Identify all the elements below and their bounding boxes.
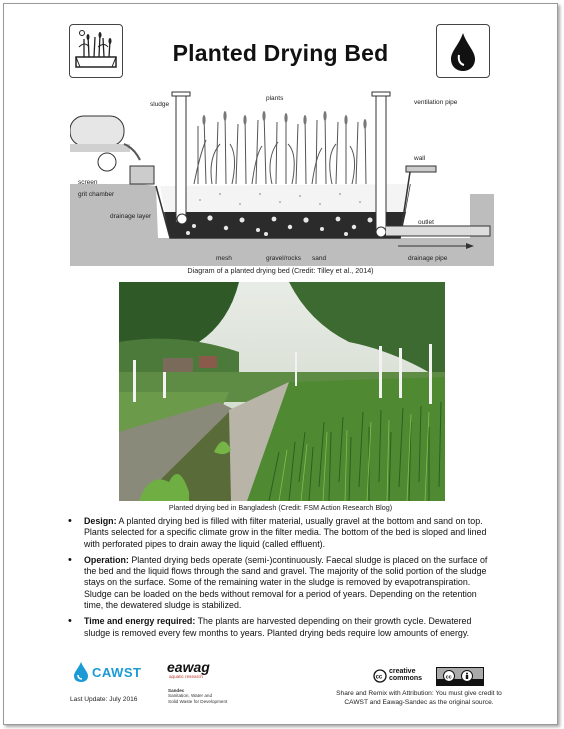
bullet-heading: Time and energy required: xyxy=(84,616,196,627)
photo-caption: Planted drying bed in Bangladesh (Credit: FSM Action Research Blog) xyxy=(168,503,393,512)
cawst-logo xyxy=(72,661,152,683)
label-grit-chamber: grit chamber xyxy=(78,191,115,198)
cc-text-1: creative xyxy=(389,668,416,675)
bullet-heading: Design: xyxy=(84,516,117,526)
bullet-heading: Operation: xyxy=(84,554,129,565)
label-mesh: mesh xyxy=(216,255,232,262)
diagram-caption: Diagram of a planted drying bed (Credit: Tilley et al., 2014) xyxy=(187,266,374,275)
label-sludge: sludge xyxy=(150,101,170,108)
list-item xyxy=(62,616,498,639)
sandec-line: Sanitation, Water and xyxy=(168,693,213,699)
label-outlet: outlet xyxy=(418,219,434,226)
label-ventilation-pipe: ventilation pipe xyxy=(414,99,458,106)
cc-text-2: commons xyxy=(389,675,423,682)
cawst-drop-icon xyxy=(72,661,90,683)
label-gravel-rocks: gravel/rocks xyxy=(266,255,302,262)
bangladesh-photo xyxy=(119,282,445,501)
eawag-logo xyxy=(167,659,237,683)
svg-text:cc: cc xyxy=(375,674,383,681)
label-plants: plants xyxy=(266,95,284,102)
bullet-list xyxy=(62,516,498,644)
sandec-line: Solid Waste for Development xyxy=(168,698,228,704)
document-page xyxy=(3,3,558,725)
svg-text:cc: cc xyxy=(445,674,452,681)
bullet-text: The plants are harvested depending on their growth cycle. Dewatered sludge is removed every few months to years. Planted drying beds require low amounts of energy. xyxy=(84,616,472,638)
label-wall: wall xyxy=(414,155,426,162)
bullet-text: A planted drying bed is filled with filter material, usually gravel at the bottom and sand on top. Plants selected for a specific climate grow in the filter media. The bottom of the bed is sloped and lined with perforated pipes to drain away the liquid (called effluent). xyxy=(84,516,487,549)
drying-bed-diagram xyxy=(70,86,494,266)
sandec-line: Sandec xyxy=(168,688,185,693)
eawag-subtext: aquatic research xyxy=(169,674,203,679)
list-item xyxy=(62,555,498,611)
license-text: Share and Remix with Attribution: You must give credit to CAWST and Eawag-Sandec as the original source. xyxy=(336,690,502,706)
label-drainage-layer: drainage layer xyxy=(110,213,152,220)
cc-by-badge xyxy=(436,667,484,686)
sandec-text xyxy=(168,688,227,704)
page-title: Planted Drying Bed xyxy=(172,40,389,66)
label-drainage-pipe: drainage pipe xyxy=(408,255,448,262)
bullet-text: Planted drying beds operate (semi-)continuously. Faecal sludge is placed on the surface of the bed and the liquid flows through the sand and gravel. The majority of the solid portion of the sludge stays on the surface. Some of the remaining water in the sludge is removed by evapotranspiration. Sludge can be loaded on the beds without removal for a period of years. Depending on the retention time, the dewatered sludge is stabilized. xyxy=(84,554,488,611)
label-sand: sand xyxy=(312,255,327,262)
cc-by-icon xyxy=(437,668,483,685)
last-update: Last Update: July 2016 xyxy=(70,696,138,703)
cc-circle-icon xyxy=(373,669,387,683)
label-screen: screen xyxy=(78,179,98,186)
creative-commons-logo xyxy=(373,668,431,684)
cawst-logo-text: CAWST xyxy=(92,665,142,680)
eawag-logo-text: eawag xyxy=(167,659,210,675)
list-item xyxy=(62,516,498,550)
droplet-icon xyxy=(436,24,490,78)
